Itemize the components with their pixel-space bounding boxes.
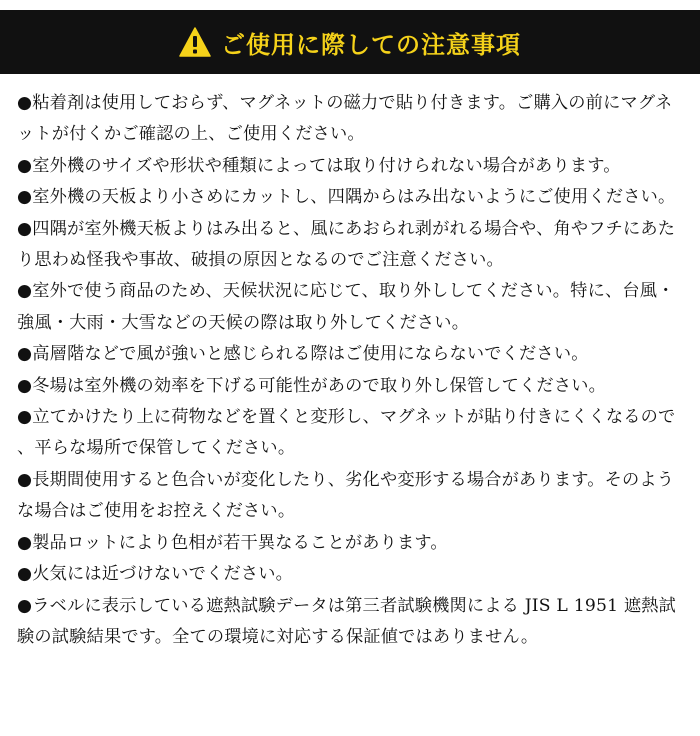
notice-header-content	[179, 25, 521, 60]
caution-item-color-variation: ●製品ロットにより色相が若干異なることがあります。	[17, 532, 448, 553]
caution-item-corner-protrusion: ●四隅が室外機天板よりはみ出ると、風にあおられ剥がれる場合や、角やフチにあたり思わぬ怪我や事故、破損の原因となるのでご注意ください。	[17, 218, 676, 271]
caution-item-test-data: ●ラベルに表示している遮熱試験データは第三者試験機関による JIS L 1951 遮熱試験の試験結果です。全ての環境に対応する保証値ではありません。	[17, 595, 677, 647]
caution-item-flat-storage: ●立てかけたり上に荷物などを置くと変形し、マグネットが貼り付きにくくなるので、平らな場所で保管してください。	[17, 407, 676, 459]
caution-item-cut-size: ●室外機の天板より小さめにカットし、四隅からはみ出ないようにご使用ください。	[17, 187, 676, 208]
notice-header	[0, 10, 700, 74]
caution-item-weather: ●室外で使う商品のため、天候状況に応じて、取り外ししてください。特に、台風・強風・大雨・大雪などの天候の際は取り外してください。	[17, 281, 675, 333]
caution-item-high-floor-wind: ●高層階などで風が強いと感じられる際はご使用にならないでください。	[17, 344, 589, 365]
caution-item-size-compatibility: ●室外機のサイズや形状や種類によっては取り付けられない場合があります。	[17, 155, 621, 176]
caution-item-long-term-use: ●長期間使用すると色合いが変化したり、劣化や変形する場合があります。そのような場合はご使用をお控えください。	[17, 469, 675, 522]
caution-list	[17, 88, 689, 653]
warning-triangle-icon	[179, 27, 211, 57]
caution-item-fire: ●火気には近づけないでください。	[17, 564, 294, 585]
caution-item-adhesive: ●粘着剤は使用しておらず、マグネットの磁力で貼り付きます。ご購入の前にマグネットが付くかご確認の上、ご使用ください。	[17, 93, 673, 145]
notice-title: ご使用に際しての注意事項	[221, 30, 521, 59]
caution-item-winter-storage: ●冬場は室外機の効率を下げる可能性があので取り外し保管してください。	[17, 375, 606, 396]
